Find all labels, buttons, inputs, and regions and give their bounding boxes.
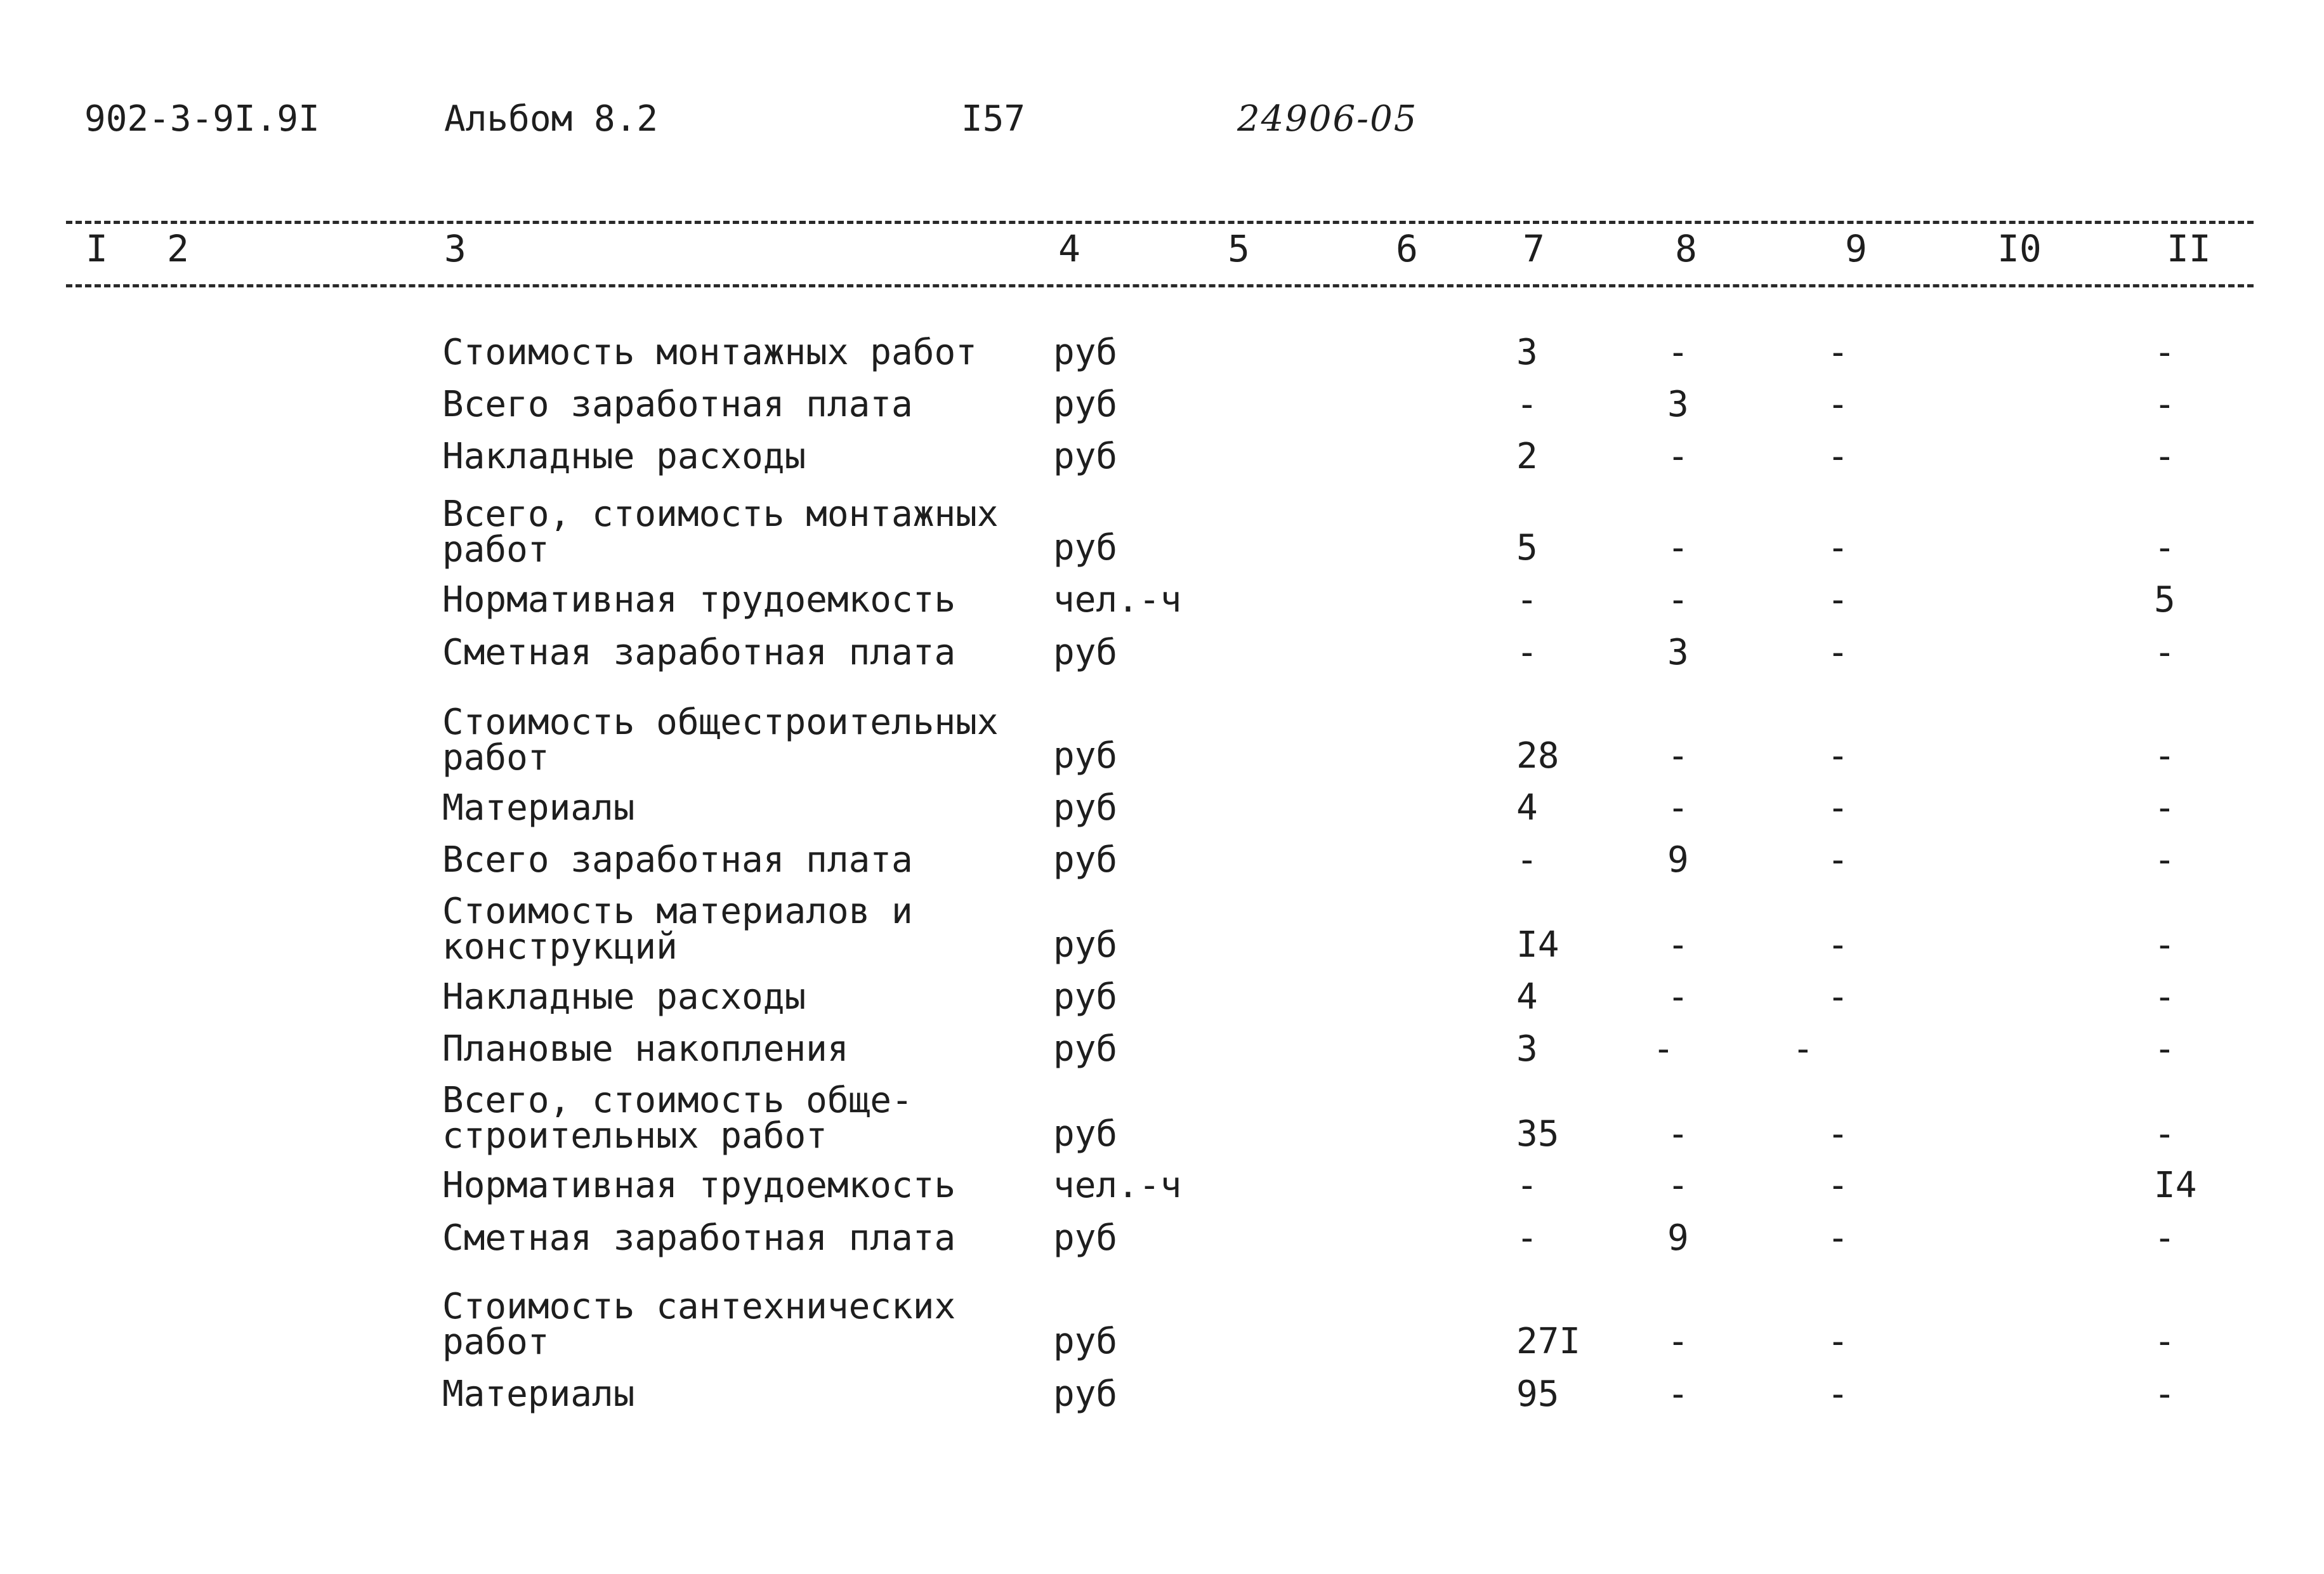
row-unit: руб — [1053, 1113, 1118, 1155]
row-value-col7: I4 — [1516, 924, 1559, 966]
row-value-col11: - — [2154, 924, 2176, 966]
handwritten-inventory-number: 24906-05 — [1237, 98, 1418, 140]
row-value-col11: - — [2154, 787, 2176, 829]
row-value-col7: 28 — [1516, 735, 1559, 777]
row-value-col11: 5 — [2154, 579, 2176, 620]
row-value-col7: 3 — [1516, 1028, 1538, 1070]
row-value-col11: - — [2154, 1113, 2176, 1155]
row-value-col7: - — [1516, 579, 1538, 620]
album-label: Альбом 8.2 — [444, 98, 659, 140]
row-value-col8: - — [1667, 976, 1689, 1018]
row-value-col11: I4 — [2154, 1165, 2197, 1206]
row-unit: руб — [1053, 1374, 1118, 1415]
row-value-col8: - — [1667, 332, 1689, 373]
row-value-col7: 4 — [1516, 787, 1538, 829]
row-value-col9: - — [1827, 579, 1849, 620]
row-value-col11: - — [2154, 976, 2176, 1018]
column-number: 7 — [1523, 227, 1545, 270]
row-unit: руб — [1053, 632, 1118, 673]
row-value-col7: - — [1516, 632, 1538, 673]
row-value-col9: - — [1827, 976, 1849, 1018]
row-description: Плановые накопления — [442, 1028, 849, 1070]
row-value-col11: - — [2154, 332, 2176, 373]
row-unit: руб — [1053, 1321, 1118, 1362]
column-number: 6 — [1396, 227, 1418, 270]
row-description: Накладные расходы — [442, 976, 806, 1018]
row-value-col9: - — [1827, 1217, 1849, 1259]
row-description: Всего заработная плата — [442, 839, 913, 881]
row-description: Стоимость сантехнических работ — [442, 1286, 956, 1363]
row-unit: руб — [1053, 976, 1118, 1018]
row-unit: руб — [1053, 332, 1118, 373]
column-number: I — [86, 227, 108, 270]
column-number: 9 — [1845, 227, 1867, 270]
row-value-col7: 4 — [1516, 976, 1538, 1018]
row-value-col9: - — [1827, 436, 1849, 477]
row-value-col8: - — [1667, 1374, 1689, 1415]
row-unit: руб — [1053, 527, 1118, 568]
row-unit: руб — [1053, 436, 1118, 477]
row-value-col8: - — [1653, 1028, 1674, 1070]
row-value-col7: 27I — [1516, 1321, 1581, 1362]
row-description: Нормативная трудоемкость — [442, 1165, 956, 1206]
row-value-col11: - — [2154, 1028, 2176, 1070]
column-number: 4 — [1058, 227, 1080, 270]
row-unit: руб — [1053, 839, 1118, 881]
row-value-col11: - — [2154, 632, 2176, 673]
row-value-col9: - — [1827, 632, 1849, 673]
column-number: I0 — [1997, 227, 2042, 270]
row-value-col8: 9 — [1667, 839, 1689, 881]
row-value-col11: - — [2154, 436, 2176, 477]
column-number: 3 — [444, 227, 466, 270]
row-value-col9: - — [1792, 1028, 1814, 1070]
row-value-col9: - — [1827, 1165, 1849, 1206]
row-value-col9: - — [1827, 839, 1849, 881]
row-value-col7: - — [1516, 839, 1538, 881]
row-value-col9: - — [1827, 1321, 1849, 1362]
row-value-col8: 9 — [1667, 1217, 1689, 1259]
row-value-col9: - — [1827, 527, 1849, 568]
row-description: Материалы — [442, 787, 635, 829]
row-value-col8: - — [1667, 924, 1689, 966]
row-value-col11: - — [2154, 839, 2176, 881]
row-value-col8: 3 — [1667, 384, 1689, 425]
row-unit: руб — [1053, 735, 1118, 777]
row-value-col8: - — [1667, 436, 1689, 477]
row-value-col8: 3 — [1667, 632, 1689, 673]
row-description: Стоимость материалов и конструкций — [442, 891, 913, 967]
row-value-col8: - — [1667, 1321, 1689, 1362]
row-value-col9: - — [1827, 384, 1849, 425]
row-value-col8: - — [1667, 1165, 1689, 1206]
row-value-col8: - — [1667, 735, 1689, 777]
row-description: Всего, стоимость монтажных работ — [442, 494, 999, 570]
row-description: Стоимость монтажных работ — [442, 332, 977, 373]
row-value-col7: 2 — [1516, 436, 1538, 477]
row-value-col11: - — [2154, 384, 2176, 425]
row-value-col9: - — [1827, 1374, 1849, 1415]
row-value-col11: - — [2154, 735, 2176, 777]
row-unit: руб — [1053, 787, 1118, 829]
row-description: Сметная заработная плата — [442, 632, 956, 673]
row-value-col7: 3 — [1516, 332, 1538, 373]
row-value-col7: 5 — [1516, 527, 1538, 568]
row-unit: чел.-ч — [1053, 1165, 1182, 1206]
row-value-col7: - — [1516, 1165, 1538, 1206]
row-unit: руб — [1053, 1217, 1118, 1259]
row-description: Всего, стоимость обще- строительных работ — [442, 1080, 913, 1157]
row-value-col11: - — [2154, 1374, 2176, 1415]
row-value-col9: - — [1827, 787, 1849, 829]
row-description: Накладные расходы — [442, 436, 806, 477]
row-value-col7: - — [1516, 384, 1538, 425]
column-number: 8 — [1675, 227, 1697, 270]
row-value-col11: - — [2154, 1217, 2176, 1259]
row-description: Нормативная трудоемкость — [442, 579, 956, 620]
row-value-col9: - — [1827, 924, 1849, 966]
row-value-col7: 95 — [1516, 1374, 1559, 1415]
row-value-col11: - — [2154, 527, 2176, 568]
page-number: I57 — [961, 98, 1026, 140]
row-value-col8: - — [1667, 787, 1689, 829]
row-description: Материалы — [442, 1374, 635, 1415]
row-value-col9: - — [1827, 1113, 1849, 1155]
row-value-col9: - — [1827, 332, 1849, 373]
row-description: Стоимость общестроительных работ — [442, 702, 999, 778]
column-number: 5 — [1228, 227, 1250, 270]
row-value-col8: - — [1667, 527, 1689, 568]
row-description: Всего заработная плата — [442, 384, 913, 425]
column-number: 2 — [167, 227, 189, 270]
row-description: Сметная заработная плата — [442, 1217, 956, 1259]
document-code: 902-3-9I.9I — [84, 98, 320, 140]
row-value-col8: - — [1667, 1113, 1689, 1155]
row-unit: руб — [1053, 924, 1118, 966]
row-value-col11: - — [2154, 1321, 2176, 1362]
row-value-col7: 35 — [1516, 1113, 1559, 1155]
row-value-col7: - — [1516, 1217, 1538, 1259]
row-unit: руб — [1053, 1028, 1118, 1070]
row-value-col8: - — [1667, 579, 1689, 620]
column-number: II — [2167, 227, 2211, 270]
row-unit: руб — [1053, 384, 1118, 425]
row-unit: чел.-ч — [1053, 579, 1182, 620]
row-value-col9: - — [1827, 735, 1849, 777]
